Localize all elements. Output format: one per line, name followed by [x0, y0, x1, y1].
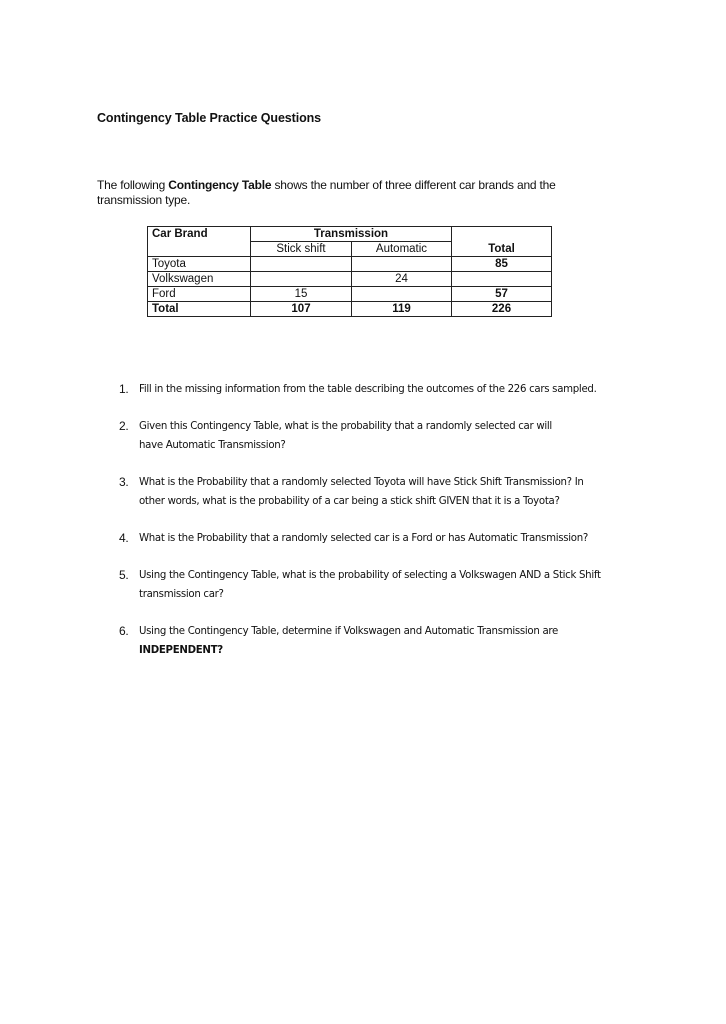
table-header-row-1 — [148, 227, 552, 242]
cell-auto: 24 — [352, 272, 452, 287]
question-item — [100, 529, 640, 548]
header-car-brand: Car Brand — [148, 227, 251, 242]
question-item — [100, 566, 640, 604]
document-title: Contingency Table Practice Questions — [97, 111, 322, 125]
cell-total: 85 — [452, 257, 552, 272]
intro-text-pre: The following — [97, 178, 169, 192]
question-text-line2: INDEPENDENT? — [139, 645, 223, 656]
question-text-line2: have Automatic Transmission? — [139, 440, 286, 451]
intro-paragraph — [97, 178, 617, 207]
cell-total — [452, 272, 552, 287]
question-text-line1: Using the Contingency Table, what is the probability of selecting a Volkswagen AND a Stick Shift — [139, 570, 601, 581]
cell-auto: 119 — [352, 302, 452, 317]
cell-total: 226 — [452, 302, 552, 317]
question-text-line1: What is the Probability that a randomly selected Toyota will have Stick Shift Transmission? In — [139, 477, 584, 488]
question-item — [100, 417, 640, 455]
cell-stick: 15 — [251, 287, 352, 302]
table-row — [148, 272, 552, 287]
header-empty — [452, 227, 552, 242]
intro-text-bold: Contingency Table — [168, 178, 272, 192]
cell-brand: Volkswagen — [148, 272, 251, 287]
intro-text-post: shows the number of three different car brands and the transmission type. — [97, 178, 556, 207]
question-item — [100, 622, 640, 660]
cell-brand: Toyota — [148, 257, 251, 272]
header-total: Total — [452, 242, 552, 257]
table-row — [148, 287, 552, 302]
question-text-line2: transmission car? — [139, 589, 224, 600]
question-text: Fill in the missing information from the table describing the outcomes of the 226 cars sampled. — [139, 384, 597, 395]
cell-brand: Ford — [148, 287, 251, 302]
cell-auto — [352, 287, 452, 302]
cell-total: 57 — [452, 287, 552, 302]
question-text: What is the Probability that a randomly selected car is a Ford or has Automatic Transmission? — [139, 533, 588, 544]
question-text-line2: other words, what is the probability of a car being a stick shift GIVEN that it is a Toyota? — [139, 496, 560, 507]
cell-brand: Total — [148, 302, 251, 317]
header-transmission: Transmission — [251, 227, 452, 242]
question-number: 3. — [119, 475, 129, 489]
cell-stick — [251, 272, 352, 287]
header-blank — [148, 242, 251, 257]
table-row — [148, 257, 552, 272]
cell-stick: 107 — [251, 302, 352, 317]
question-number: 4. — [119, 531, 129, 545]
question-list — [100, 380, 640, 660]
question-number: 1. — [119, 382, 129, 396]
contingency-table — [147, 226, 552, 317]
header-stick-shift: Stick shift — [251, 242, 352, 257]
header-automatic: Automatic — [352, 242, 452, 257]
question-number: 5. — [119, 568, 129, 582]
table-row-total — [148, 302, 552, 317]
cell-auto — [352, 257, 452, 272]
table-header-row-2 — [148, 242, 552, 257]
cell-stick — [251, 257, 352, 272]
question-item — [100, 473, 640, 511]
question-item — [100, 380, 640, 399]
question-number: 2. — [119, 419, 129, 433]
question-text-line1: Using the Contingency Table, determine if Volkswagen and Automatic Transmission are — [139, 626, 559, 637]
question-number: 6. — [119, 624, 129, 638]
question-text-line1: Given this Contingency Table, what is the probability that a randomly selected car will — [139, 421, 552, 432]
